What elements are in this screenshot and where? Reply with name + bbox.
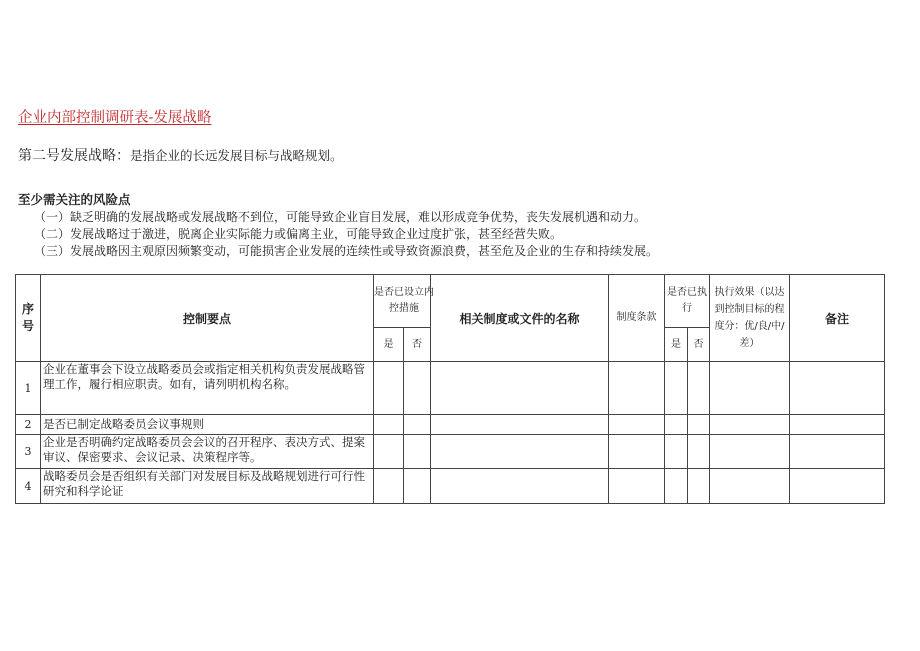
risk-item: （一）缺乏明确的发展战略或发展战略不到位，可能导致企业盲目发展，难以形成竞争优势，丧失发展机遇和动力。 <box>34 210 647 224</box>
header-effect: 执行效果（以达到控制目标的程度分：优/良/中/差） <box>710 275 790 362</box>
cell-effect[interactable] <box>710 362 790 415</box>
cell-executed-no[interactable] <box>688 362 710 415</box>
header-clauses: 制度条款 <box>609 275 665 362</box>
cell-executed-yes[interactable] <box>665 435 688 469</box>
row-seq: 1 <box>16 362 41 415</box>
cell-remark[interactable] <box>790 469 885 504</box>
cell-executed-yes[interactable] <box>665 469 688 504</box>
cell-executed-no[interactable] <box>688 435 710 469</box>
table-row <box>16 469 885 504</box>
row-seq: 3 <box>16 435 41 469</box>
cell-docs[interactable] <box>431 362 609 415</box>
cell-established-no[interactable] <box>404 415 431 435</box>
risk-heading: 至少需关注的风险点 <box>18 192 131 207</box>
definition-text: 是指企业的长远发展目标与战略规划。 <box>130 148 343 163</box>
row-control-point: 企业是否明确约定战略委员会会议的召开程序、表决方式、提案审议、保密要求、会议记录、决策程序等。 <box>41 435 374 469</box>
cell-clauses[interactable] <box>609 469 665 504</box>
cell-clauses[interactable] <box>609 435 665 469</box>
cell-docs[interactable] <box>431 415 609 435</box>
header-executed-no: 否 <box>688 328 710 362</box>
cell-effect[interactable] <box>710 415 790 435</box>
cell-established-no[interactable] <box>404 469 431 504</box>
header-executed: 是否已执行 <box>665 275 710 328</box>
header-established: 是否已设立内控措施 <box>374 275 431 328</box>
cell-established-yes[interactable] <box>374 415 404 435</box>
row-control-point: 是否已制定战略委员会议事规则 <box>41 415 374 435</box>
cell-docs[interactable] <box>431 435 609 469</box>
definition-label: 第二号发展战略： <box>18 148 130 164</box>
table-row <box>16 362 885 415</box>
row-control-point: 战略委员会是否组织有关部门对发展目标及战略规划进行可行性研究和科学论证 <box>41 469 374 504</box>
page-title: 企业内部控制调研表-发展战略 <box>18 110 212 126</box>
header-docs: 相关制度或文件的名称 <box>431 275 609 362</box>
cell-executed-no[interactable] <box>688 415 710 435</box>
definition <box>18 145 343 165</box>
cell-remark[interactable] <box>790 435 885 469</box>
cell-established-yes[interactable] <box>374 362 404 415</box>
cell-established-yes[interactable] <box>374 435 404 469</box>
cell-remark[interactable] <box>790 415 885 435</box>
cell-established-no[interactable] <box>404 435 431 469</box>
cell-effect[interactable] <box>710 435 790 469</box>
cell-established-no[interactable] <box>404 362 431 415</box>
header-established-yes: 是 <box>374 328 404 362</box>
risk-item: （三）发展战略因主观原因频繁变动，可能损害企业发展的连续性或导致资源浪费，甚至危及企业的生存和持续发展。 <box>34 244 659 258</box>
cell-executed-yes[interactable] <box>665 415 688 435</box>
cell-clauses[interactable] <box>609 362 665 415</box>
header-established-no: 否 <box>404 328 431 362</box>
cell-clauses[interactable] <box>609 415 665 435</box>
row-seq: 2 <box>16 415 41 435</box>
table-row <box>16 435 885 469</box>
cell-executed-yes[interactable] <box>665 362 688 415</box>
cell-executed-no[interactable] <box>688 469 710 504</box>
risk-item: （二）发展战略过于激进，脱离企业实际能力或偏离主业，可能导致企业过度扩张，甚至经营失败。 <box>34 227 563 241</box>
table-row <box>16 415 885 435</box>
header-control-point: 控制要点 <box>41 275 374 362</box>
row-control-point: 企业在董事会下设立战略委员会或指定相关机构负责发展战略管理工作，履行相应职责。如有，请列明机构名称。 <box>41 362 374 415</box>
cell-remark[interactable] <box>790 362 885 415</box>
control-table <box>15 274 885 504</box>
header-executed-yes: 是 <box>665 328 688 362</box>
cell-docs[interactable] <box>431 469 609 504</box>
header-remark: 备注 <box>790 275 885 362</box>
row-seq: 4 <box>16 469 41 504</box>
cell-established-yes[interactable] <box>374 469 404 504</box>
cell-effect[interactable] <box>710 469 790 504</box>
header-seq: 序号 <box>16 275 41 362</box>
